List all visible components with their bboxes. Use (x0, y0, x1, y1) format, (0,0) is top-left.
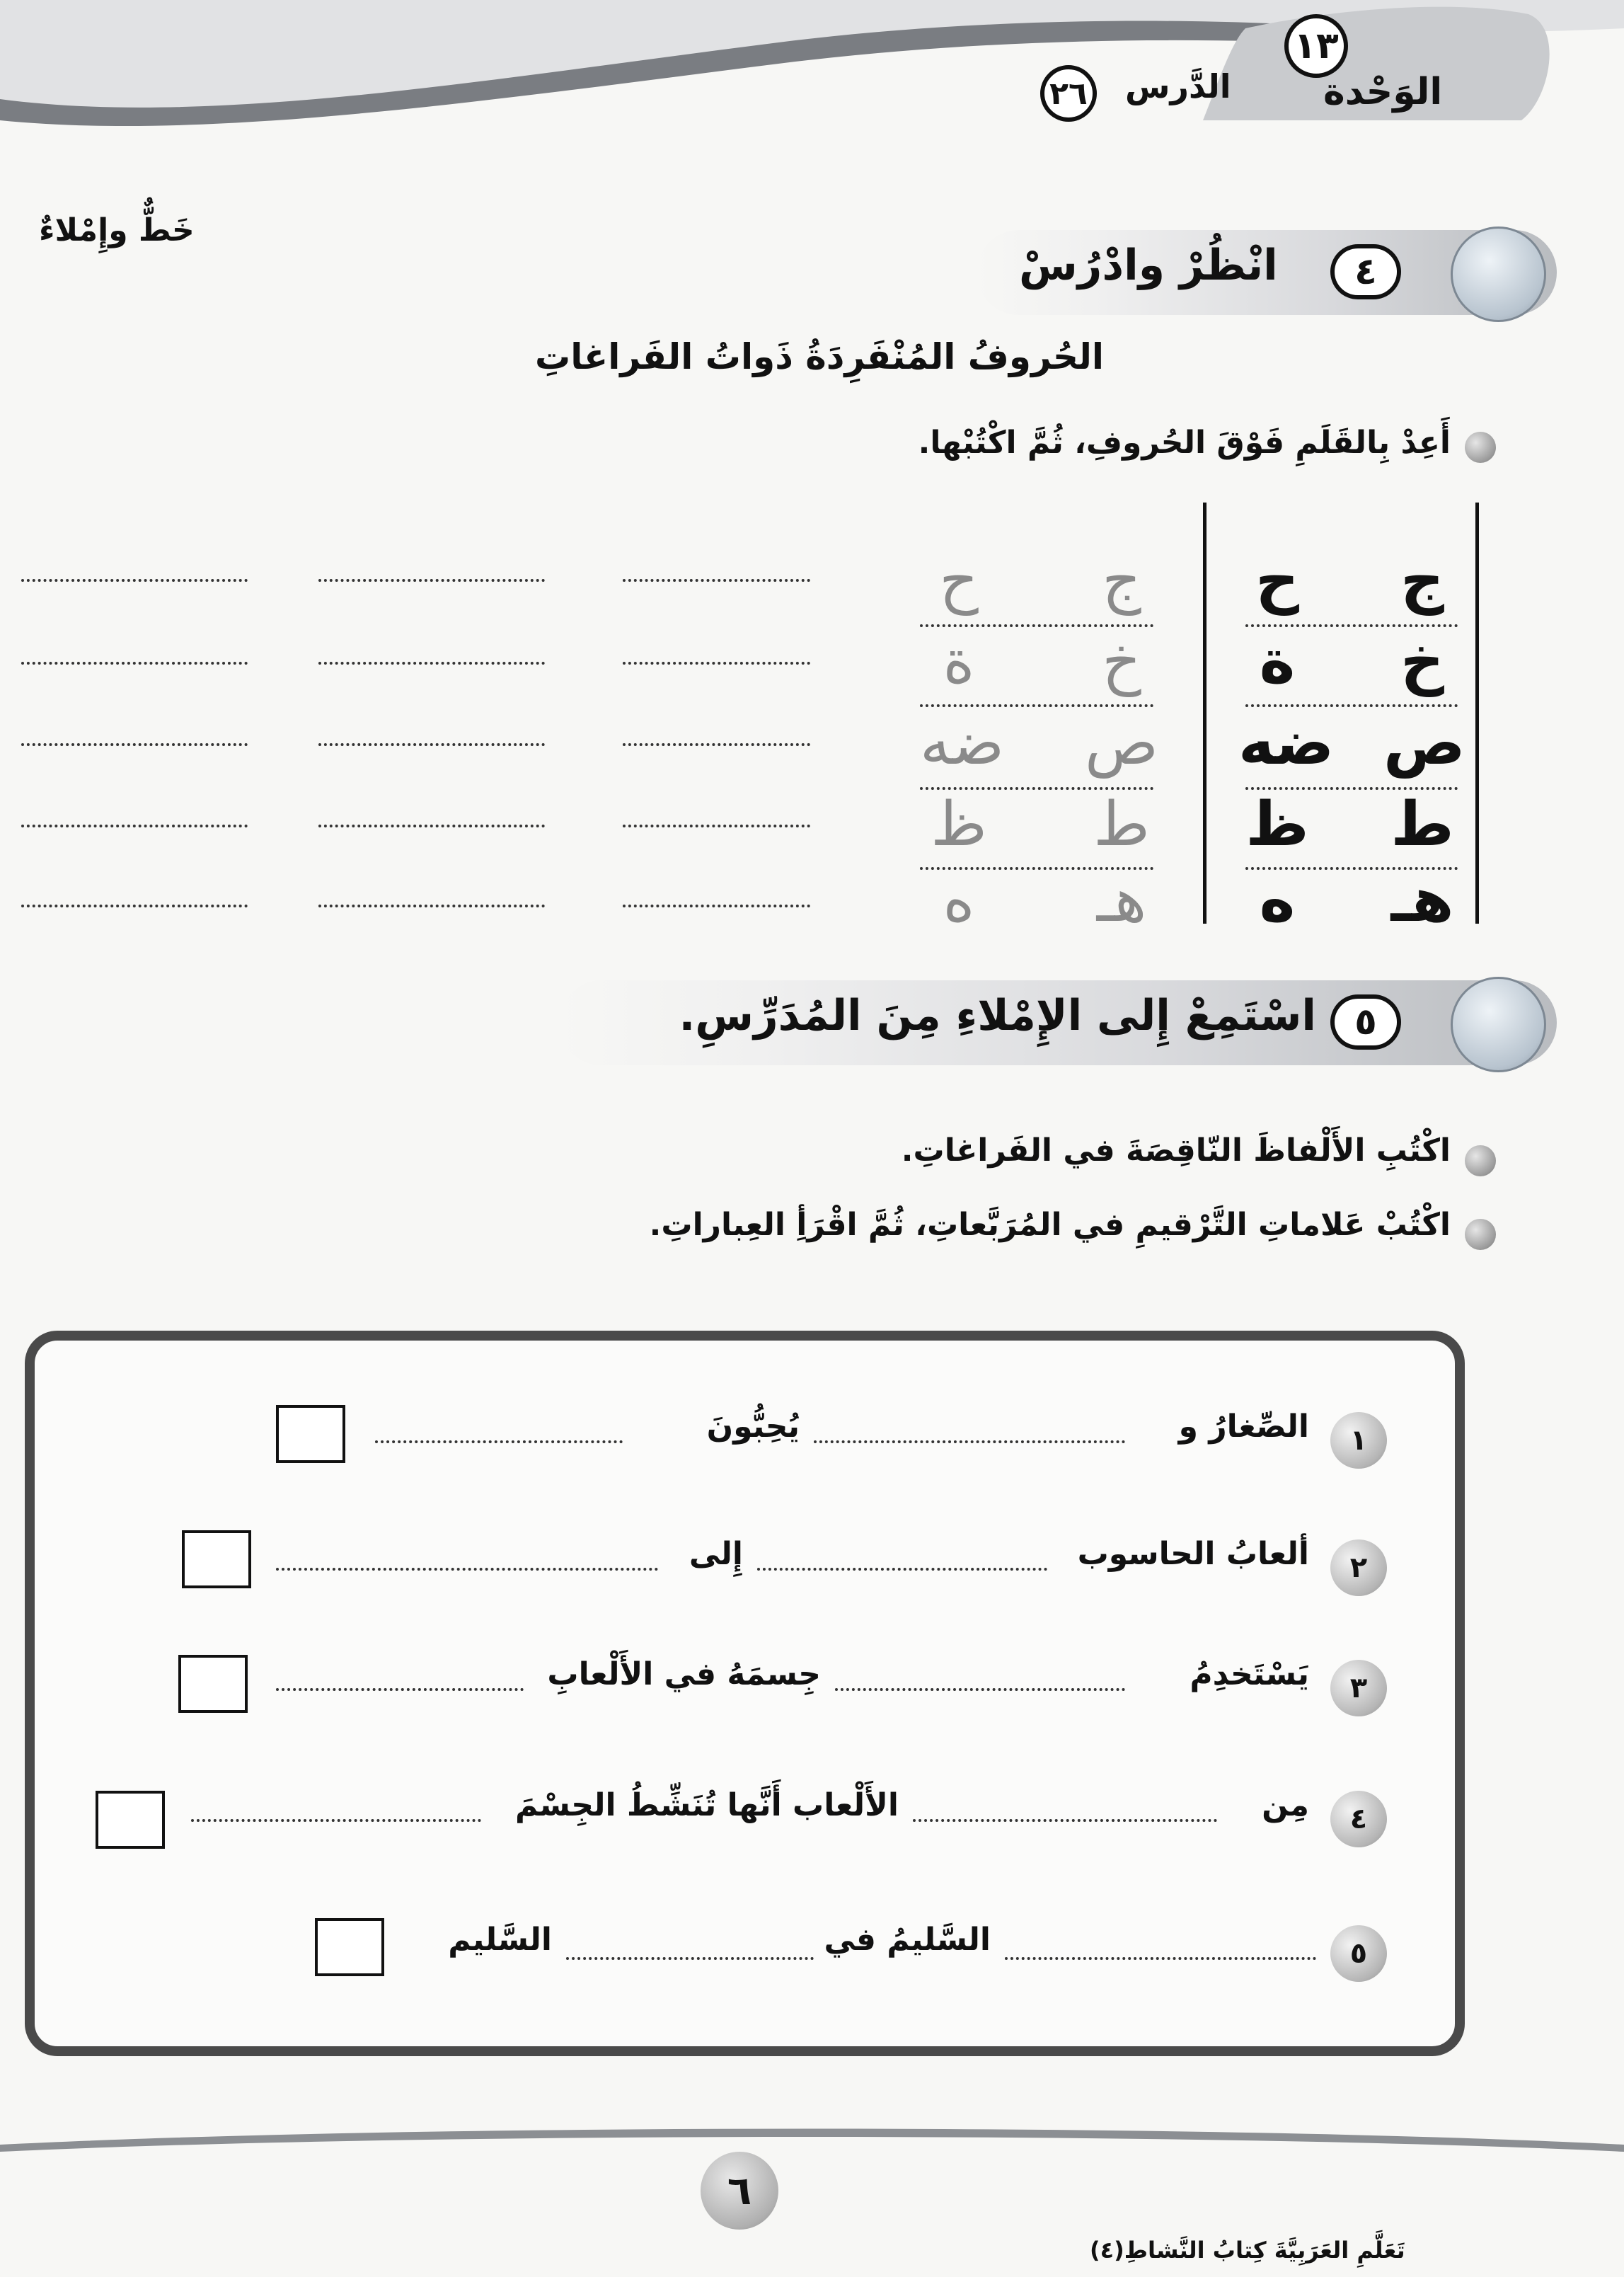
letter-cell: ح (1255, 545, 1299, 616)
letter-cell: ضه (1238, 708, 1335, 779)
letter-cell: ه (1259, 865, 1296, 936)
fill-blank[interactable] (276, 1688, 524, 1691)
table-border-right (1475, 503, 1479, 924)
row-word: جِسمَهُ في الأَلْعابِ (547, 1656, 821, 1692)
letter-cell: ظ (1245, 789, 1309, 860)
trace-letter: خ (1102, 626, 1141, 697)
fill-blank[interactable] (1005, 1957, 1316, 1960)
fill-blank[interactable] (913, 1819, 1217, 1822)
write-line[interactable] (21, 662, 248, 665)
fill-blank[interactable] (835, 1688, 1125, 1691)
write-line[interactable] (21, 825, 248, 827)
section4-title: انْظُرْ وادْرُسْ (1019, 241, 1278, 290)
fill-blank[interactable] (375, 1440, 623, 1443)
trace-letter: ه (943, 865, 975, 936)
write-line[interactable] (21, 579, 248, 582)
write-line[interactable] (318, 579, 545, 582)
footer-swoosh (0, 2123, 1624, 2159)
fill-blank[interactable] (276, 1568, 658, 1571)
lesson-label: الدَّرس (1125, 67, 1231, 105)
dotted-line (920, 704, 1153, 707)
glasses-pen-icon (1451, 226, 1546, 322)
section4-instruction: أَعِدْ بِالقَلَمِ فَوْقَ الحُروفِ، ثُمَّ اكْتُبْها. (918, 425, 1451, 461)
table-border-left (1203, 503, 1207, 924)
trace-letter: ص (1085, 708, 1158, 779)
section5-instruction-1: اكْتُبِ الأَلْفاظَ النّاقِصَةَ في الفَراغاتِ. (901, 1132, 1451, 1169)
dotted-line (1245, 704, 1458, 707)
letter-cell: ص (1383, 708, 1465, 779)
section4-number: ٤ (1330, 244, 1401, 299)
row-word: الأَلْعاب أَنَّها تُنَشِّطُ الجِسْمَ (514, 1787, 899, 1823)
write-line[interactable] (318, 825, 545, 827)
row-number-1: ١ (1330, 1412, 1387, 1469)
row-word: يَسْتَخدِمُ (1190, 1656, 1309, 1692)
row-word: السَّليمُ في (824, 1922, 991, 1958)
bullet-icon (1465, 432, 1496, 463)
row-word: الصِّغارُ و (1178, 1409, 1309, 1445)
trace-letter: ظ (931, 789, 987, 860)
trace-letter: ط (1093, 789, 1150, 860)
trace-letter: ضه (920, 708, 1005, 779)
row-word: السَّليم (448, 1922, 552, 1958)
lesson-number-badge (1040, 65, 1097, 122)
row-word: مِن (1262, 1787, 1309, 1823)
bullet-icon (1465, 1219, 1496, 1250)
row-number-4: ٤ (1330, 1791, 1387, 1847)
letter-cell: ة (1259, 626, 1296, 697)
letter-cell: ط (1390, 789, 1454, 860)
punctuation-box[interactable] (182, 1530, 251, 1588)
punctuation-box[interactable] (276, 1405, 345, 1463)
letter-cell: ج (1400, 545, 1444, 616)
subject-label: خَطٌّ وإِمْلاءٌ (39, 212, 195, 248)
punctuation-box[interactable] (178, 1655, 248, 1713)
fill-blank[interactable] (757, 1568, 1047, 1571)
section5-title: اسْتَمِعْ إِلى الإِمْلاءِ مِنَ المُدَرِّسِ. (679, 991, 1316, 1040)
unit-number: ١٣ (1294, 25, 1339, 67)
write-line[interactable] (623, 743, 810, 746)
bullet-icon (1465, 1145, 1496, 1176)
row-number-2: ٢ (1330, 1539, 1387, 1596)
write-line[interactable] (21, 905, 248, 907)
write-line[interactable] (623, 905, 810, 907)
row-word: إِلى (689, 1536, 743, 1572)
trace-letter: ج (1102, 545, 1141, 616)
write-line[interactable] (623, 825, 810, 827)
fill-blank[interactable] (566, 1957, 814, 1960)
row-number-3: ٣ (1330, 1660, 1387, 1716)
punctuation-box[interactable] (96, 1791, 165, 1849)
write-line[interactable] (623, 662, 810, 665)
write-line[interactable] (21, 743, 248, 746)
page-number: ٦ (701, 2152, 778, 2230)
write-line[interactable] (318, 905, 545, 907)
section4-subtitle: الحُروفُ المُنْفَرِدَةُ ذَواتُ الفَراغاتِ (535, 336, 1104, 377)
trace-letter: هـ (1096, 865, 1147, 936)
trace-letter: ة (943, 626, 975, 697)
book-ear-icon (1451, 977, 1546, 1072)
write-line[interactable] (318, 743, 545, 746)
book-title: تَعَلَّمِ العَرَبِيَّةَ كِتابُ النَّشاطِ(٤) (1090, 2237, 1405, 2264)
letter-cell: خ (1400, 626, 1444, 697)
fill-blank[interactable] (191, 1819, 481, 1822)
letter-cell: هـ (1390, 865, 1454, 936)
row-word: يُحِبُّونَ (706, 1409, 800, 1445)
unit-number-badge (1284, 14, 1348, 78)
write-line[interactable] (623, 579, 810, 582)
row-number-5: ٥ (1330, 1925, 1387, 1982)
unit-label: الوَحْدة (1323, 71, 1443, 113)
row-word: ألعابُ الحاسوب (1077, 1536, 1309, 1572)
punctuation-box[interactable] (315, 1918, 384, 1976)
write-line[interactable] (318, 662, 545, 665)
section5-instruction-2: اكْتُبْ عَلاماتِ التَّرْقيمِ في المُرَبَّعاتِ، ثُمَّ اقْرَأِ العِباراتِ. (649, 1207, 1451, 1243)
fill-blank[interactable] (814, 1440, 1125, 1443)
section5-number: ٥ (1330, 994, 1401, 1050)
trace-letter: ح (939, 545, 979, 616)
lesson-number: ٢٦ (1049, 75, 1088, 112)
